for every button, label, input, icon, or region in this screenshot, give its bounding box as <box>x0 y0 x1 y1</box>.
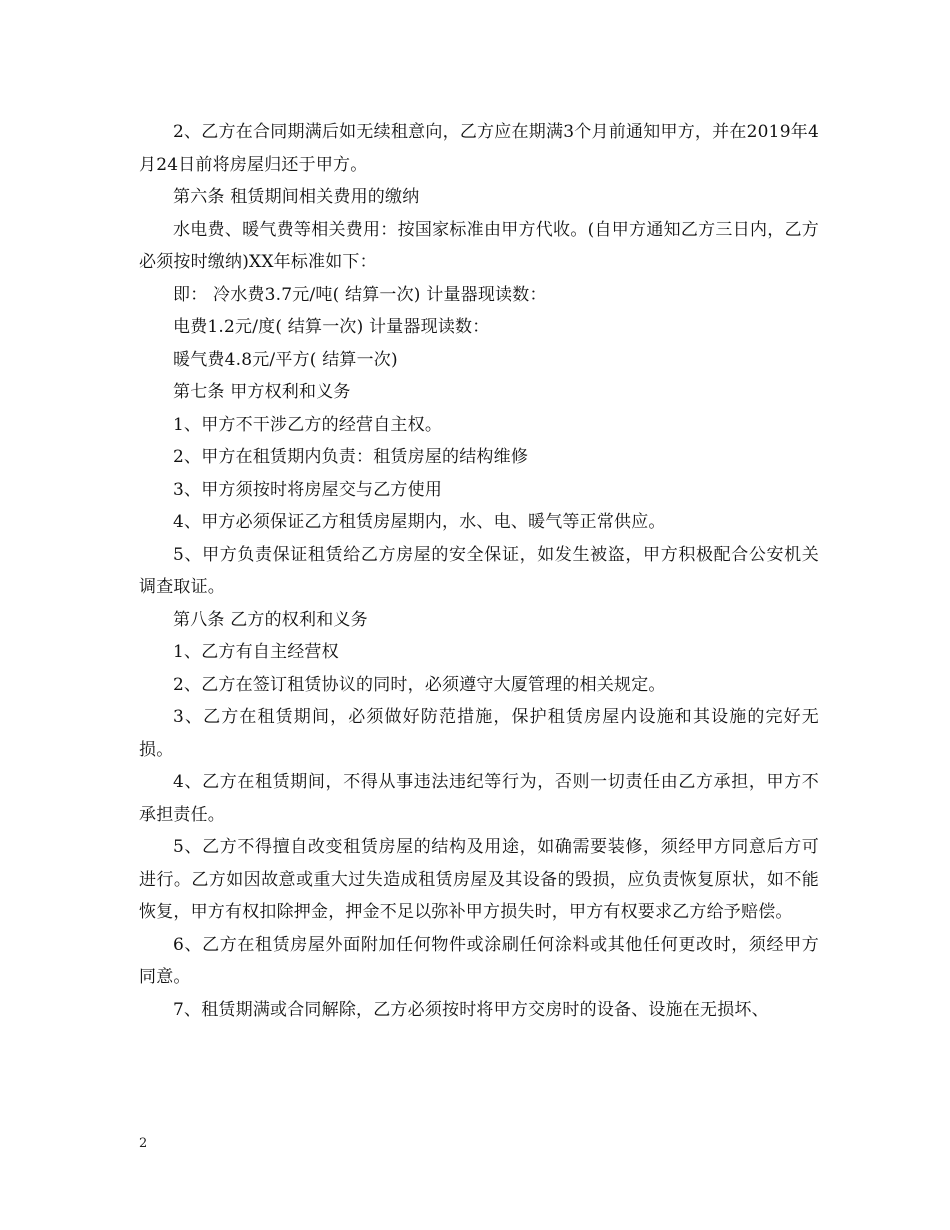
paragraph-utility-fees: 水电费、暖气费等相关费用：按国家标准由甲方代收。(自甲方通知乙方三日内，乙方必须按时缴纳)XX年标准如下： <box>139 219 819 272</box>
article-7-heading: 第七条 甲方权利和义务 <box>173 382 351 402</box>
list-item: 2、乙方在签订租赁协议的同时，必须遵守大厦管理的相关规定。 <box>173 674 666 695</box>
paragraph-water-fee: 即： 冷水费3.7元/吨( 结算一次) 计量器现读数： <box>173 284 547 305</box>
list-item: 7、租赁期满或合同解除，乙方必须按时将甲方交房时的设备、设施在无损坏、 <box>173 999 769 1020</box>
list-item: 1、甲方不干涉乙方的经营自主权。 <box>173 414 443 435</box>
list-item: 5、甲方负责保证租赁给乙方房屋的安全保证，如发生被盗，甲方积极配合公安机关调查取证。 <box>139 544 819 597</box>
list-item: 6、乙方在租赁房屋外面附加任何物件或涂刷任何涂料或其他任何更改时，须经甲方同意。 <box>139 934 819 987</box>
paragraph-renewal-notice: 2、乙方在合同期满后如无续租意向，乙方应在期满3个月前通知甲方，并在2019年4月24日前将房屋归还于甲方。 <box>139 122 819 175</box>
document-body <box>139 116 819 1026</box>
list-item: 3、乙方在租赁期间，必须做好防范措施，保护租赁房屋内设施和其设施的完好无损。 <box>139 707 819 760</box>
page-number: 2 <box>139 1136 148 1151</box>
list-item: 4、乙方在租赁期间，不得从事违法违纪等行为，否则一切责任由乙方承担，甲方不承担责任。 <box>139 772 819 825</box>
article-6-heading: 第六条 租赁期间相关费用的缴纳 <box>173 187 420 207</box>
list-item: 3、甲方须按时将房屋交与乙方使用 <box>173 479 443 500</box>
paragraph-electric-fee: 电费1.2元/度( 结算一次) 计量器现读数： <box>173 317 490 337</box>
list-item: 4、甲方必须保证乙方租赁房屋期内，水、电、暖气等正常供应。 <box>173 512 666 532</box>
list-item: 5、乙方不得擅自改变租赁房屋的结构及用途，如确需要装修，须经甲方同意后方可进行。乙方如因故意或重大过失造成租赁房屋及其设备的毁损，应负责恢复原状，如不能恢复，甲方有权扣除押金，押金不足以弥补甲方损失时，甲方有权要求乙方给予赔偿。 <box>139 837 819 922</box>
list-item: 2、甲方在租赁期内负责：租赁房屋的结构维修 <box>173 447 529 467</box>
list-item: 1、乙方有自主经营权 <box>173 642 339 662</box>
article-8-heading: 第八条 乙方的权利和义务 <box>173 609 368 630</box>
paragraph-heating-fee: 暖气费4.8元/平方( 结算一次) <box>173 349 398 370</box>
